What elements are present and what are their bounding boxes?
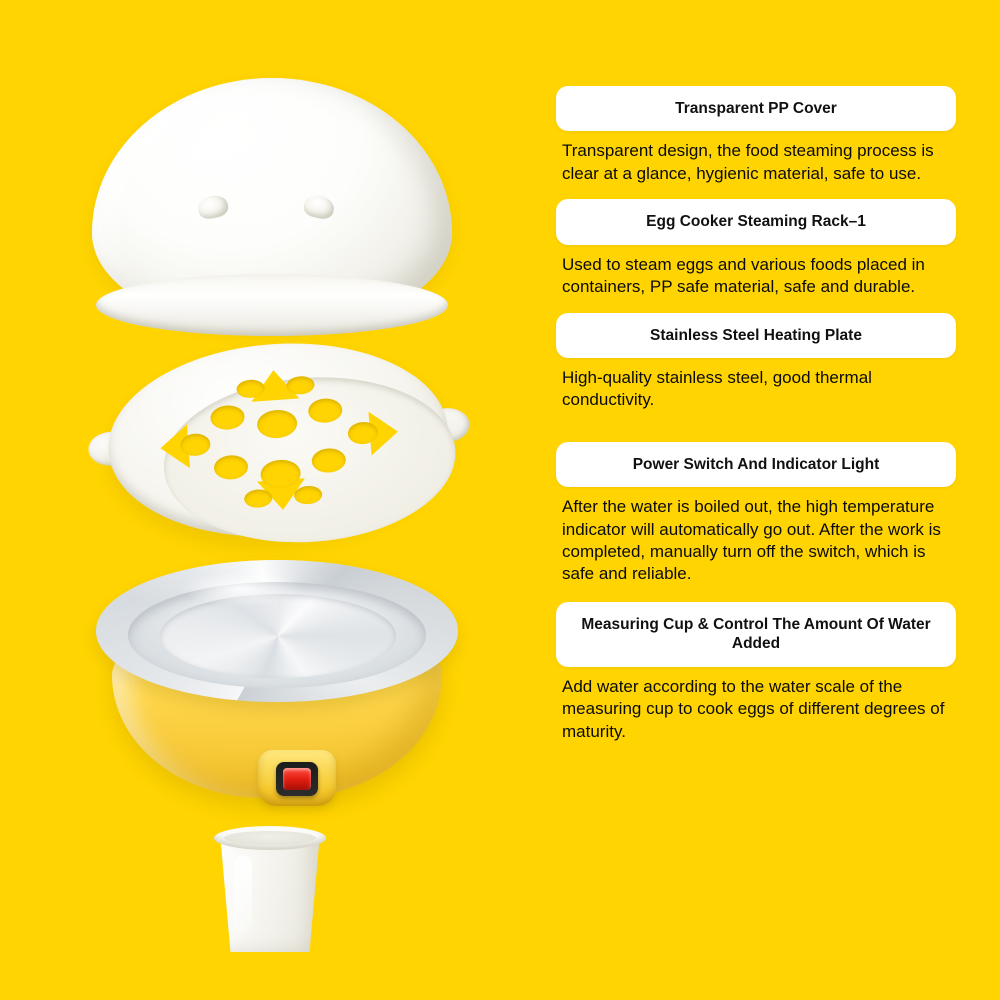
feature-stainless-steel-heating-plate xyxy=(556,313,956,412)
feature-title: Power Switch And Indicator Light xyxy=(556,442,956,487)
feature-title: Stainless Steel Heating Plate xyxy=(556,313,956,358)
indicator-light xyxy=(283,768,311,790)
feature-description: Used to steam eggs and various foods placed in containers, PP safe material, safe and durable. xyxy=(562,254,925,297)
cooker-base-image xyxy=(62,538,492,838)
feature-description: Transparent design, the food steaming process is clear at a glance, hygienic material, safe to use. xyxy=(562,141,934,183)
cup-rim-inner xyxy=(224,831,316,845)
feature-power-switch-and-indicator-light xyxy=(556,442,956,586)
feature-description: After the water is boiled out, the high temperature indicator will automatically go out. After the work is completed, manually turn off the switch, which is safe and reliable. xyxy=(562,497,941,584)
cover-highlight xyxy=(152,114,272,184)
feature-title: Egg Cooker Steaming Rack–1 xyxy=(556,199,956,244)
feature-list xyxy=(556,86,956,753)
feature-measuring-cup xyxy=(556,602,956,743)
feature-egg-cooker-steaming-rack xyxy=(556,199,956,298)
steel-highlight xyxy=(182,572,302,606)
feature-description: High-quality stainless steel, good thermal conductivity. xyxy=(562,367,872,410)
transparent-pp-cover-image xyxy=(92,78,452,338)
rack-plate xyxy=(102,332,455,547)
product-illustration xyxy=(30,40,540,970)
stainless-steel-heating-plate-image xyxy=(160,594,396,678)
power-switch[interactable] xyxy=(276,762,318,796)
feature-title: Measuring Cup & Control The Amount Of Water Added xyxy=(556,602,956,667)
rack-inner-disc xyxy=(158,368,461,552)
measuring-cup-image xyxy=(212,820,332,960)
cup-highlight xyxy=(234,856,252,934)
feature-transparent-pp-cover xyxy=(556,86,956,185)
feature-title: Transparent PP Cover xyxy=(556,86,956,131)
steaming-rack-image xyxy=(70,308,485,565)
feature-description: Add water according to the water scale of the measuring cup to cook eggs of different degrees of maturity. xyxy=(562,676,945,741)
